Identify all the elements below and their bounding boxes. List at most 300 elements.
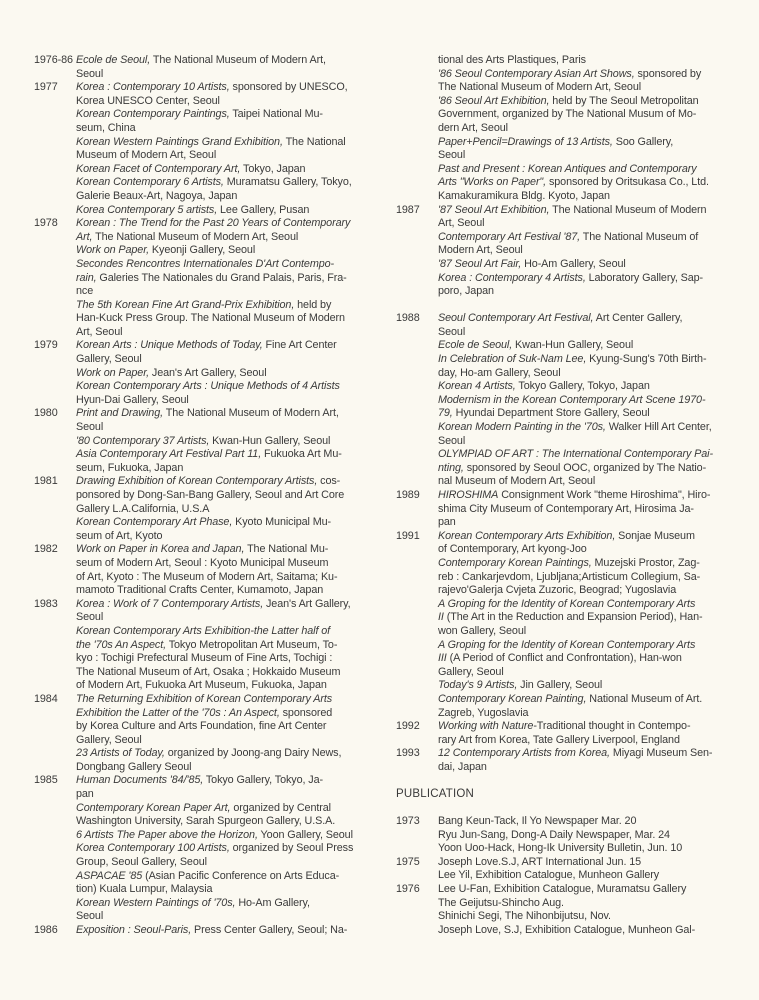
entry-text: The National Museum of Modern Art, [163, 407, 339, 420]
entry-text: nal Museum of Modern Art, Seoul [438, 475, 596, 488]
entry-line [76, 924, 364, 938]
entry-line [438, 666, 732, 680]
entry-text: The National Museum of Modern Art, [150, 54, 326, 66]
entry-line [438, 407, 732, 421]
entry-line [438, 530, 732, 544]
entry-line [438, 435, 732, 449]
entry-text: day, Ho-am Gallery, Seoul [438, 366, 561, 379]
entry-line [76, 367, 364, 381]
entry-lines [438, 530, 732, 720]
entry-text: Zagreb, Yugoslavia [438, 706, 529, 719]
entry-row [34, 598, 364, 693]
exhibition-title: Contemporary Art Festival '87, [438, 230, 581, 243]
entry-lines [76, 217, 364, 339]
entry-line [76, 910, 364, 924]
exhibition-title: Korean Facet of Contemporary Art, [76, 162, 241, 175]
entry-line [76, 462, 364, 476]
entry-text: National Museum of Art. [586, 692, 703, 705]
entry-line [438, 163, 732, 177]
entry-line [438, 571, 732, 585]
entry-line [76, 81, 364, 95]
entry-text: Kyoto Municipal Mu- [232, 516, 332, 529]
entry-text: sponsored [279, 706, 333, 719]
entry-line [438, 136, 732, 150]
entry-text: Gallery L.A.California, U.S.A [76, 502, 210, 515]
entry-line [438, 543, 732, 557]
entry-lines [76, 924, 364, 938]
entry-line [76, 761, 364, 775]
exhibition-title: In Celebration of Suk-Nam Lee, [438, 353, 587, 366]
entry-year: 1984 [34, 692, 58, 705]
entry-text: The National Museum of Modern [549, 203, 707, 216]
entry-text: Muramatsu Gallery, Tokyo, [223, 176, 352, 189]
entry-text: Fukuoka Art Mu- [261, 448, 342, 461]
entry-line [438, 367, 732, 381]
entry-line [438, 842, 732, 856]
entry-year: 1979 [34, 339, 58, 352]
entry-line [76, 149, 364, 163]
entry-line [76, 639, 364, 653]
entry-year: 1992 [396, 720, 420, 733]
entry-text: reb : Cankarjevdom, Ljubljana;Artisticum Collegium, Sa- [438, 570, 701, 583]
entry-text: The National Mu- [244, 543, 329, 556]
exhibition-title: '80 Contemporary 37 Artists, [76, 434, 210, 447]
entry-text: pan [438, 516, 456, 529]
entry-text: of Contemporary, Art kyong-Joo [438, 543, 587, 556]
entry-line [76, 734, 364, 748]
entry-year: 1981 [34, 475, 58, 488]
entry-line [76, 870, 364, 884]
exhibition-title: III [438, 652, 447, 665]
entry-text: Yoon Gallery, Seoul [257, 828, 353, 841]
publication-list [396, 815, 732, 937]
entry-text: -Traditional thought in Contempo- [533, 720, 691, 733]
exhibition-title: Exposition : Seoul-Paris, [76, 924, 192, 936]
entry-line [438, 380, 732, 394]
entry-text: held by [294, 298, 332, 311]
entry-year: 1975 [396, 855, 420, 868]
exhibition-title: Korean Contemporary Arts : Unique Methods of 4 Artists [76, 380, 340, 393]
entry-text: poro, Japan [438, 285, 494, 298]
exhibition-title: ASPACAE '85 [76, 869, 143, 882]
entry-year: 1976-86 [34, 54, 73, 66]
entry-text: Jean's Art Gallery, [263, 597, 351, 610]
entry-line [438, 924, 732, 938]
entry-line [438, 829, 732, 843]
exhibition-title: Print and Drawing, [76, 407, 164, 420]
exhibition-title: '86 Seoul Art Exhibition, [438, 94, 550, 107]
entry-text: Kyung-Sung's 70th Birth- [586, 353, 707, 366]
entry-text: sponsored by Oritsukasa Co., Ltd. [546, 176, 709, 189]
entry-line [438, 584, 732, 598]
entry-text: Hyundai Department Store Gallery, Seoul [452, 407, 650, 420]
exhibition-title: A Groping for the Identity of Korean Contemporary Arts [438, 638, 696, 651]
exhibition-title: HIROSHIMA [438, 489, 499, 501]
entry-text: seum, Fukuoka, Japan [76, 461, 184, 474]
entry-lines [438, 489, 732, 530]
entry-line [438, 761, 732, 775]
entry-line [76, 571, 364, 585]
entry-line [438, 693, 732, 707]
entry-row [34, 543, 364, 597]
entry-text: Lee U-Fan, Exhibition Catalogue, Muramatsu Gallery [438, 883, 687, 896]
entry-text: dai, Japan [438, 760, 487, 773]
entry-line [76, 720, 364, 734]
entry-line [438, 68, 732, 82]
entry-line [76, 108, 364, 122]
entry-text: Laboratory Gallery, Sap- [585, 271, 704, 284]
entry-text: Kwan-Hun Gallery, Seoul [209, 434, 331, 447]
exhibition-title: Paper+Pencil=Drawings of 13 Artists, [438, 135, 613, 148]
exhibition-title: OLYMPIAD OF ART : The International Contemporary Pai- [438, 448, 713, 461]
exhibition-title: rain, [76, 271, 97, 284]
entry-text: of Modern Art, Fukuoka Art Museum, Fukuoka, Japan [76, 679, 327, 692]
entry-line [76, 136, 364, 150]
exhibition-title: 6 Artists The Paper above the Horizon, [76, 828, 258, 841]
entry-lines [76, 339, 364, 407]
entry-text: Kamakuramikura Bldg. Kyoto, Japan [438, 189, 610, 202]
entry-row [396, 204, 732, 299]
entry-text: Sonjae Museum [615, 529, 695, 542]
entry-row [34, 407, 364, 475]
exhibition-title: Korean Western Paintings Grand Exhibition, [76, 135, 283, 148]
entry-line [438, 897, 732, 911]
entry-text: Tokyo Gallery, Tokyo, Ja- [203, 774, 323, 787]
entry-line [438, 81, 732, 95]
entry-line [438, 652, 732, 666]
entry-text: Seoul [76, 611, 104, 624]
entry-year: 1983 [34, 597, 58, 610]
entry-text: ponsored by Dong-San-Bang Gallery, Seoul and Art Core [76, 489, 345, 501]
entry-line [76, 652, 364, 666]
exhibition-title: Korea Contemporary 5 artists, [76, 203, 218, 216]
exhibition-title: Secondes Rencontres Internationales D'Art Contempo- [76, 257, 335, 270]
entry-text: Dongbang Gallery Seoul [76, 760, 192, 773]
entry-text: sponsored by Seoul OOC, organized by The Natio- [463, 461, 707, 474]
entry-row [34, 774, 364, 924]
left-column [34, 54, 364, 938]
exhibition-title: Korea : Contemporary 10 Artists, [76, 81, 230, 94]
entry-text: Walker Hill Art Center, [605, 421, 712, 434]
entry-line [438, 190, 732, 204]
entry-line [438, 734, 732, 748]
entry-line [76, 883, 364, 897]
entry-text: Group, Seoul Gallery, Seoul [76, 856, 207, 869]
entry-line [76, 380, 364, 394]
exhibition-title: Asia Contemporary Art Festival Part 11, [76, 448, 262, 461]
exhibition-title: Korean Contemporary Paintings, [76, 108, 230, 121]
entry-text: (Asian Pacific Conference on Arts Educa- [142, 869, 340, 882]
entry-text: Seoul [76, 67, 104, 80]
exhibition-title: A Groping for the Identity of Korean Contemporary Arts [438, 597, 696, 610]
entry-text: (A Period of Conflict and Confrontation), Han-won [446, 652, 682, 665]
entry-text: of Art, Kyoto : The Museum of Modern Art, Saitama; Ku- [76, 570, 338, 583]
entry-text: rary Art from Korea, Tate Gallery Liverpool, England [438, 733, 680, 746]
exhibition-title: '87 Seoul Art Exhibition, [438, 203, 550, 216]
entry-line [438, 285, 732, 299]
entry-row [396, 489, 732, 530]
entry-text: Modern Art, Seoul [438, 244, 523, 257]
entry-line [438, 516, 732, 530]
entry-row [34, 217, 364, 339]
entry-text: sponsored by UNESCO, [229, 81, 348, 94]
entry-line [76, 543, 364, 557]
entry-line [76, 802, 364, 816]
exhibition-title: Korean 4 Artists, [438, 380, 516, 393]
entry-line [438, 598, 732, 612]
entry-line [76, 421, 364, 435]
entry-text: rajevo'Galerja Cvjeta Zuzoric, Beograd; Yugoslavia [438, 584, 677, 597]
exhibition-title: Working with Nature [438, 720, 534, 733]
entry-line [76, 244, 364, 258]
entry-line [438, 489, 732, 503]
exhibition-title: Ecole de Seoul, [438, 339, 513, 352]
entry-year: 1977 [34, 81, 58, 94]
exhibition-title: Korean Contemporary Art Phase, [76, 516, 233, 529]
entry-text: Shinichi Segi, The Nihonbijutsu, Nov. [438, 910, 611, 923]
entry-text: The National [282, 135, 346, 148]
entry-line [438, 176, 732, 190]
entry-text: Muzejski Prostor, Zag- [591, 556, 700, 569]
entry-line [438, 625, 732, 639]
entry-line [76, 842, 364, 856]
exhibition-title: the '70s An Aspect, [76, 638, 166, 651]
entry-text: Fine Art Center [262, 339, 337, 352]
entry-text: The National Museum of Art, Osaka ; Hokkaido Museum [76, 665, 341, 678]
entry-year: 1986 [34, 924, 58, 936]
entry-text: Art, Seoul [76, 325, 123, 338]
entry-line [438, 639, 732, 653]
entry-line [76, 774, 364, 788]
entry-text: The National Museum of Modern Art, Seoul [438, 81, 642, 94]
entry-line [438, 707, 732, 721]
entry-line [438, 122, 732, 136]
entry-text: Lee Yil, Exhibition Catalogue, Munheon Gallery [438, 869, 660, 882]
exhibition-title: The Returning Exhibition of Korean Contemporary Arts [76, 692, 333, 705]
entry-line [76, 54, 364, 68]
entry-text: Korea UNESCO Center, Seoul [76, 94, 220, 107]
entry-lines [438, 54, 732, 204]
entry-line [438, 475, 732, 489]
entry-year: 1976 [396, 883, 420, 896]
entry-row [396, 720, 732, 747]
entry-text: Yoon Uoo-Hack, Hong-Ik University Bulletin, Jun. 10 [438, 842, 683, 855]
entry-text: Gallery, Seoul [76, 733, 142, 746]
entry-lines [76, 475, 364, 543]
entry-line [76, 448, 364, 462]
entry-text: Seoul [76, 910, 104, 923]
entry-text: Art Center Gallery, [593, 312, 683, 325]
entry-lines [438, 883, 732, 937]
exhibition-title: Korean Arts : Unique Methods of Today, [76, 339, 263, 352]
entry-line [76, 693, 364, 707]
entry-line [76, 435, 364, 449]
entry-text: seum of Modern Art, Seoul : Kyoto Municipal Museum [76, 556, 329, 569]
entry-row [396, 883, 732, 937]
entry-line [438, 54, 732, 68]
exhibition-title: Modernism in the Korean Contemporary Art Scene 1970- [438, 393, 706, 406]
entry-line [76, 339, 364, 353]
entry-line [438, 394, 732, 408]
entry-line [438, 217, 732, 231]
exhibition-title: Korea : Contemporary 4 Artists, [438, 271, 586, 284]
entry-text: Press Center Gallery, Seoul; Na- [191, 924, 348, 936]
right-column [396, 54, 732, 937]
entry-text: mamoto Traditional Crafts Center, Kumamoto, Japan [76, 584, 324, 597]
entry-line [76, 897, 364, 911]
entry-line [76, 285, 364, 299]
entry-line [438, 353, 732, 367]
entry-text: Government, organized by The National Musum of Mo- [438, 108, 697, 121]
entry-line [438, 883, 732, 897]
exhibition-title: Seoul Contemporary Art Festival, [438, 312, 594, 325]
exhibition-title: Work on Paper, [76, 244, 150, 257]
entry-text: Bang Keun-Tack, Il Yo Newspaper Mar. 20 [438, 815, 637, 828]
entry-line [76, 258, 364, 272]
entry-line [76, 707, 364, 721]
entry-line [438, 557, 732, 571]
entry-line [438, 503, 732, 517]
entry-text: Tokyo Metropolitan Art Museum, To- [166, 638, 338, 651]
entry-text: Seoul [438, 434, 466, 447]
entry-text: Kwan-Hun Gallery, Seoul [512, 339, 634, 352]
exhibition-title: '87 Seoul Art Fair, [438, 257, 522, 270]
entry-line [438, 149, 732, 163]
entry-text: pan [76, 788, 94, 801]
entry-line [76, 679, 364, 693]
entry-lines [76, 543, 364, 597]
entry-line [438, 231, 732, 245]
entry-row [396, 815, 732, 856]
exhibition-title: 79, [438, 407, 453, 420]
entry-lines [76, 81, 364, 217]
entry-year: 1987 [396, 203, 420, 216]
entry-line [76, 326, 364, 340]
entry-row [34, 339, 364, 407]
entry-line [76, 190, 364, 204]
entry-text: (The Art in the Reduction and Expansion Period), Han- [443, 611, 703, 624]
exhibition-title: Drawing Exhibition of Korean Contemporary Artists, [76, 475, 318, 488]
entry-line [438, 815, 732, 829]
entry-text: Seoul [76, 421, 104, 434]
entry-text: Taipei National Mu- [229, 108, 323, 121]
exhibition-title: Exhibition the Latter of the '70s : An Aspect, [76, 706, 280, 719]
entry-line [438, 339, 732, 353]
entry-row [34, 475, 364, 543]
entry-line [76, 788, 364, 802]
entry-text: Ho-Am Gallery, Seoul [521, 257, 626, 270]
entry-line [438, 856, 732, 870]
entry-text: The Geijutsu-Shincho Aug. [438, 896, 564, 909]
entry-line [438, 448, 732, 462]
entry-line [438, 108, 732, 122]
entry-line [76, 557, 364, 571]
entry-text: Gallery, Seoul [438, 665, 504, 678]
entry-line [438, 204, 732, 218]
entry-text: shima City Museum of Contemporary Art, Hirosima Ja- [438, 502, 694, 515]
exhibition-title: Korea : Work of 7 Contemporary Artists, [76, 597, 264, 610]
entry-line [76, 204, 364, 218]
entry-text: Ho-Am Gallery, [235, 896, 310, 909]
entry-line [76, 584, 364, 598]
entry-line [76, 530, 364, 544]
exhibition-title: Korean Western Paintings of '70s, [76, 896, 236, 909]
entry-line [76, 394, 364, 408]
entry-lines [438, 856, 732, 883]
exhibition-title: nting, [438, 461, 464, 474]
exhibition-title: Contemporary Korean Paintings, [438, 556, 592, 569]
exhibition-list-continued [396, 54, 732, 774]
entry-lines [438, 204, 732, 299]
entry-text: organized by Joong-ang Dairy News, [164, 747, 342, 760]
entry-year: 1985 [34, 774, 58, 787]
entry-text: tion) Kuala Lumpur, Malaysia [76, 883, 213, 896]
entry-line [76, 856, 364, 870]
entry-year: 1988 [396, 312, 420, 325]
entry-line [438, 326, 732, 340]
exhibition-title: Korean : The Trend for the Past 20 Years of Contemporary [76, 217, 351, 230]
entry-row [396, 747, 732, 774]
entry-lines [76, 407, 364, 475]
exhibition-title: Human Documents '84/'85, [76, 774, 204, 787]
entry-line [76, 217, 364, 231]
entry-text: Hyun-Dai Gallery, Seoul [76, 393, 189, 406]
entry-line [438, 747, 732, 761]
entry-year: 1973 [396, 815, 420, 828]
entry-row [34, 54, 364, 81]
entry-line [438, 258, 732, 272]
entry-line [76, 299, 364, 313]
exhibition-title: Korean Contemporary Arts Exhibition, [438, 529, 616, 542]
entry-line [76, 68, 364, 82]
entry-line [76, 272, 364, 286]
entry-text: Tokyo, Japan [240, 162, 306, 175]
entry-text: organized by Central [230, 801, 331, 814]
entry-text: Galeries The Nationales du Grand Palais, Paris, Fra- [96, 271, 347, 284]
exhibition-title: Work on Paper in Korea and Japan, [76, 543, 245, 556]
entry-text: Joseph Love, S.J, Exhibition Catalogue, Munheon Gal- [438, 923, 696, 936]
entry-row [396, 312, 732, 489]
entry-text: Consignment Work "theme Hiroshima", Hiro- [498, 489, 711, 501]
exhibition-title: Ecole de Seoul, [76, 54, 151, 66]
entry-line [76, 747, 364, 761]
exhibition-title: Korea Contemporary 100 Artists, [76, 842, 230, 855]
entry-line [438, 462, 732, 476]
entry-text: held by The Seoul Metropolitan [549, 94, 699, 107]
entry-text: Joseph Love.S.J, ART International Jun. 15 [438, 855, 642, 868]
entry-text: organized by Seoul Press [229, 842, 354, 855]
entry-text: Jin Gallery, Seoul [517, 679, 603, 692]
entry-line [438, 611, 732, 625]
entry-line [76, 503, 364, 517]
entry-row [34, 81, 364, 217]
entry-text: cos- [317, 475, 341, 488]
exhibition-title: Art, [76, 230, 93, 243]
entry-text: The National Museum of [580, 230, 699, 243]
entry-year: 1993 [396, 747, 420, 760]
entry-text: dern Art, Seoul [438, 121, 508, 134]
entry-text: Art, Seoul [438, 217, 485, 230]
entry-line [438, 95, 732, 109]
entry-line [438, 910, 732, 924]
entry-text: Seoul [438, 149, 466, 162]
entry-year: 1978 [34, 217, 58, 230]
exhibition-title: II [438, 611, 444, 624]
entry-line [76, 353, 364, 367]
entry-line [76, 475, 364, 489]
exhibition-title: Contemporary Korean Paper Art, [76, 801, 231, 814]
entry-row [34, 693, 364, 775]
